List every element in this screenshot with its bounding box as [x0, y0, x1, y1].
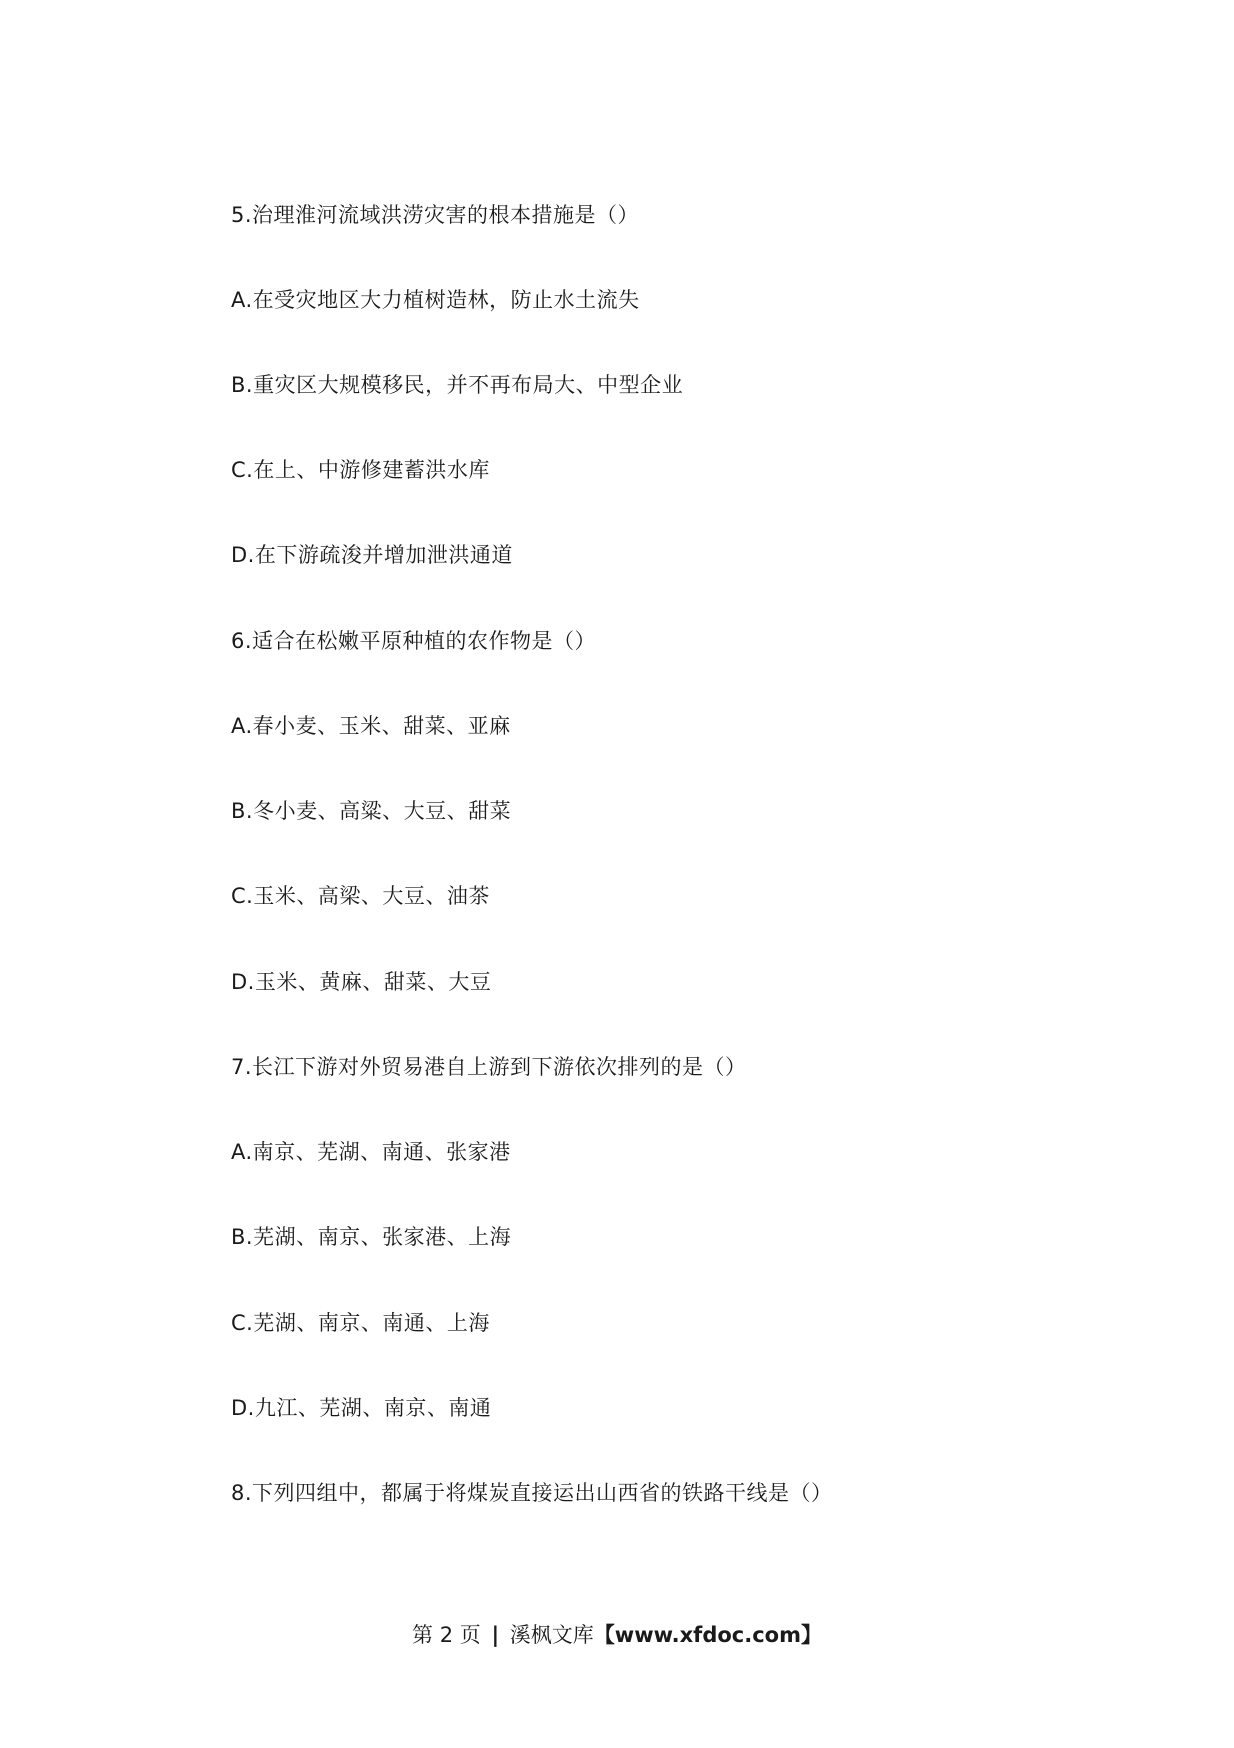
question-5-option-b: B.重灾区大规模移民，并不再布局大、中型企业	[231, 373, 684, 397]
question-6-stem: 6.适合在松嫩平原种植的农作物是（）	[231, 629, 597, 653]
question-7-stem: 7.长江下游对外贸易港自上游到下游依次排列的是（）	[231, 1055, 747, 1079]
page-footer	[0, 1620, 1234, 1650]
question-6-option-d: D.玉米、黄麻、甜菜、大豆	[231, 970, 492, 994]
question-7-option-a: A.南京、芜湖、南通、张家港	[231, 1140, 511, 1164]
site-name: 溪枫文库	[509, 1623, 594, 1647]
question-6-option-a: A.春小麦、玉米、甜菜、亚麻	[231, 714, 511, 738]
question-5-option-d: D.在下游疏浚并增加泄洪通道	[231, 543, 513, 567]
question-7-option-d: D.九江、芜湖、南京、南通	[231, 1396, 492, 1420]
site-url-link[interactable]: 【www.xfdoc.com】	[593, 1623, 822, 1647]
question-6-option-c: C.玉米、高梁、大豆、油茶	[231, 884, 490, 908]
question-7-option-c: C.芜湖、南京、南通、上海	[231, 1311, 490, 1335]
page-number: 第 2 页	[412, 1623, 481, 1647]
question-7-option-b: B.芜湖、南京、张家港、上海	[231, 1225, 512, 1249]
question-5-stem: 5.治理淮河流域洪涝灾害的根本措施是（）	[231, 203, 640, 227]
footer-separator: |	[491, 1623, 500, 1647]
question-6-option-b: B.冬小麦、高粱、大豆、甜菜	[231, 799, 512, 823]
question-8-stem: 8.下列四组中，都属于将煤炭直接运出山西省的铁路干线是（）	[231, 1481, 833, 1505]
question-5-option-a: A.在受灾地区大力植树造林，防止水土流失	[231, 288, 640, 312]
question-5-option-c: C.在上、中游修建蓄洪水库	[231, 458, 490, 482]
